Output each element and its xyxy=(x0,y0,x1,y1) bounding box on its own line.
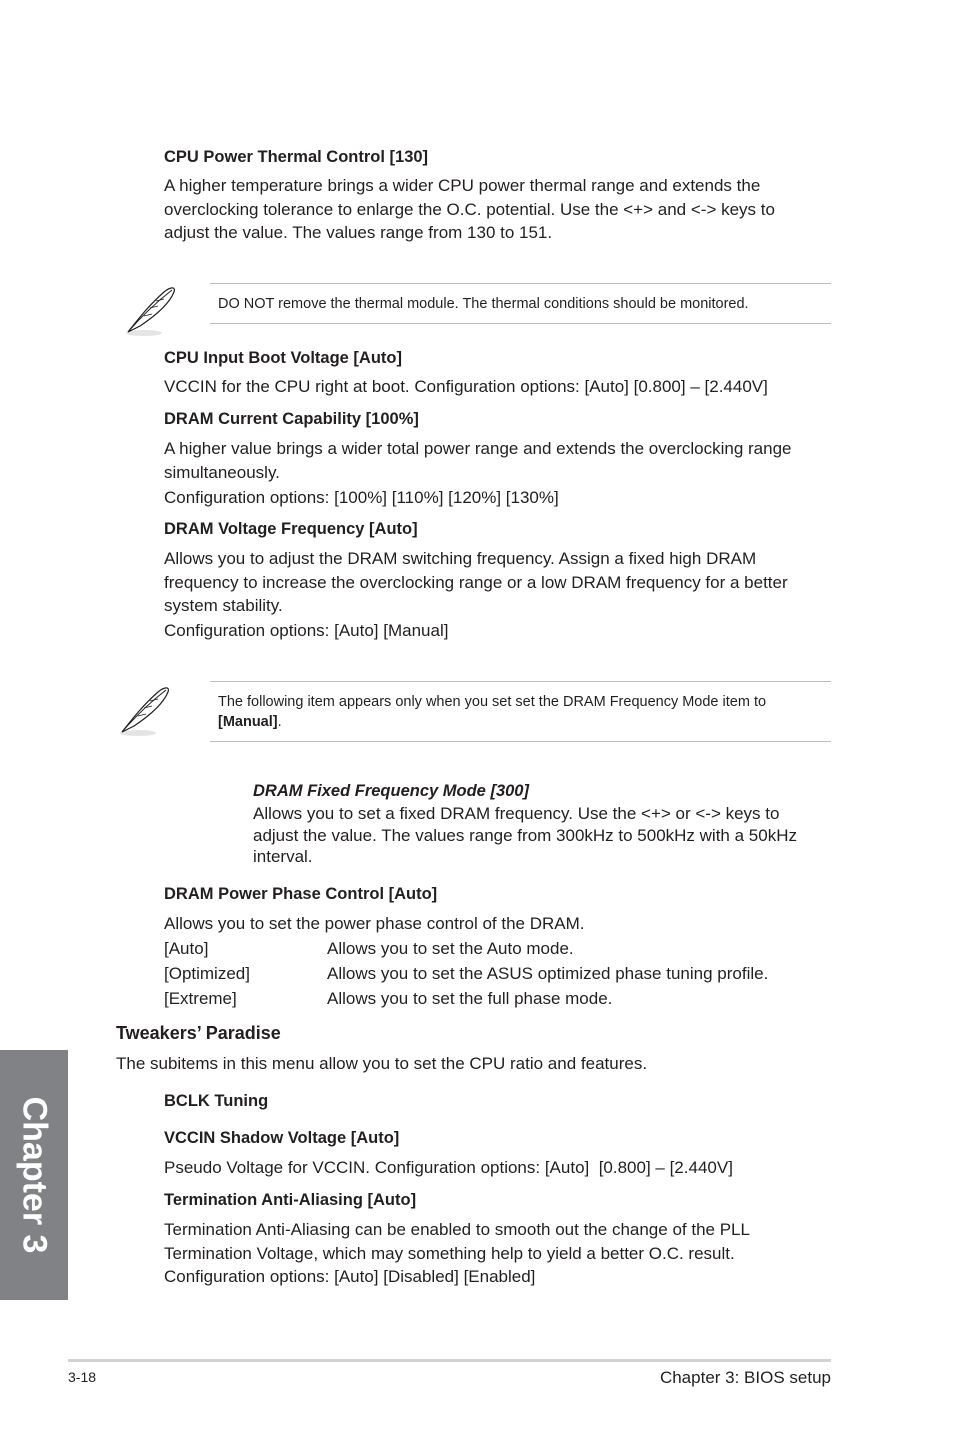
config-options: Configuration options: [100%] [110%] [120%] [130%] xyxy=(164,488,559,507)
footer-rule xyxy=(68,1359,831,1362)
feather-pen-icon xyxy=(122,284,178,343)
option-desc: Allows you to set the ASUS optimized phase tuning profile. xyxy=(327,964,769,983)
text-line: Configuration options: [Auto] [Disabled] [Enabled] xyxy=(164,1267,536,1286)
text-line: interval. xyxy=(253,847,313,866)
subsection-title: Tweakers’ Paradise xyxy=(116,1023,281,1043)
text-line: adjust the value. The values range from 130 to 151. xyxy=(164,223,553,242)
text-line: The following item appears only when you set set the DRAM Frequency Mode item to xyxy=(218,694,767,710)
section-body: The subitems in this menu allow you to set the CPU ratio and features. xyxy=(116,1054,648,1073)
chapter-side-tab xyxy=(0,1050,68,1300)
text-line: Allows you to adjust the DRAM switching frequency. Assign a fixed high DRAM xyxy=(164,549,757,568)
option-key: [Auto] xyxy=(164,939,209,958)
option-row xyxy=(164,987,824,1012)
section-body xyxy=(164,437,792,484)
section-title: CPU Power Thermal Control [130] xyxy=(164,148,429,166)
option-row xyxy=(164,962,824,987)
note-text xyxy=(218,692,766,732)
text-line: Termination Voltage, which may something help to yield a better O.C. result. xyxy=(164,1243,735,1263)
section-title: DRAM Current Capability [100%] xyxy=(164,410,419,428)
note-bold: [Manual] xyxy=(218,714,278,730)
option-key: [Extreme] xyxy=(164,989,237,1008)
note-bottom-rule xyxy=(210,741,831,742)
section-body: VCCIN for the CPU right at boot. Configuration options: [Auto] [0.800] – [2.440V] xyxy=(164,377,768,396)
section-title: DRAM Voltage Frequency [Auto] xyxy=(164,520,418,538)
text-line: Allows you to set a fixed DRAM frequency. Use the <+> or <-> keys to xyxy=(253,804,780,823)
section-body xyxy=(164,174,775,245)
text-line: Termination Anti-Aliasing can be enabled to smooth out the change of the PLL xyxy=(164,1220,750,1239)
note-top-rule xyxy=(210,283,831,284)
text-line: system stability. xyxy=(164,596,283,615)
text-line: adjust the value. The values range from 300kHz to 500kHz with a 50kHz xyxy=(253,825,797,845)
feather-pen-icon xyxy=(116,682,172,743)
text-line: A higher value brings a wider total power range and extends the overclocking range xyxy=(164,439,792,458)
section-title: DRAM Fixed Frequency Mode [300] xyxy=(253,782,529,800)
config-options: Configuration options: [Auto] [Manual] xyxy=(164,621,449,640)
text-line xyxy=(218,712,766,732)
page-number: 3-18 xyxy=(68,1369,97,1385)
text-line: A higher temperature brings a wider CPU power thermal range and extends the xyxy=(164,176,761,195)
text-line: overclocking tolerance to enlarge the O.C. potential. Use the <+> and <-> keys to xyxy=(164,199,775,219)
note-text: DO NOT remove the thermal module. The thermal conditions should be monitored. xyxy=(218,296,749,312)
section-body xyxy=(253,803,797,868)
section-title: VCCIN Shadow Voltage [Auto] xyxy=(164,1129,400,1147)
section-title: Termination Anti-Aliasing [Auto] xyxy=(164,1191,417,1209)
note-tail: . xyxy=(277,714,282,730)
section-body: Allows you to set the power phase control of the DRAM. xyxy=(164,914,585,933)
section-title: BCLK Tuning xyxy=(164,1092,269,1110)
section-title: DRAM Power Phase Control [Auto] xyxy=(164,885,438,903)
chapter-tab-label: Chapter 3 xyxy=(15,1096,54,1254)
text-line: simultaneously. xyxy=(164,462,280,482)
option-desc: Allows you to set the full phase mode. xyxy=(327,989,613,1008)
text-line: frequency to increase the overclocking range or a low DRAM frequency for a better xyxy=(164,572,788,592)
option-row xyxy=(164,937,824,962)
option-key: [Optimized] xyxy=(164,964,250,983)
section-body xyxy=(164,1218,750,1289)
section-title: CPU Input Boot Voltage [Auto] xyxy=(164,349,402,367)
note-top-rule xyxy=(210,681,831,682)
note-bottom-rule xyxy=(210,323,831,324)
footer-chapter: Chapter 3: BIOS setup xyxy=(659,1368,831,1387)
section-body xyxy=(164,547,788,618)
options-table xyxy=(164,937,824,1012)
section-body: Pseudo Voltage for VCCIN. Configuration options: [Auto] [0.800] – [2.440V] xyxy=(164,1158,733,1177)
option-desc: Allows you to set the Auto mode. xyxy=(327,939,574,958)
